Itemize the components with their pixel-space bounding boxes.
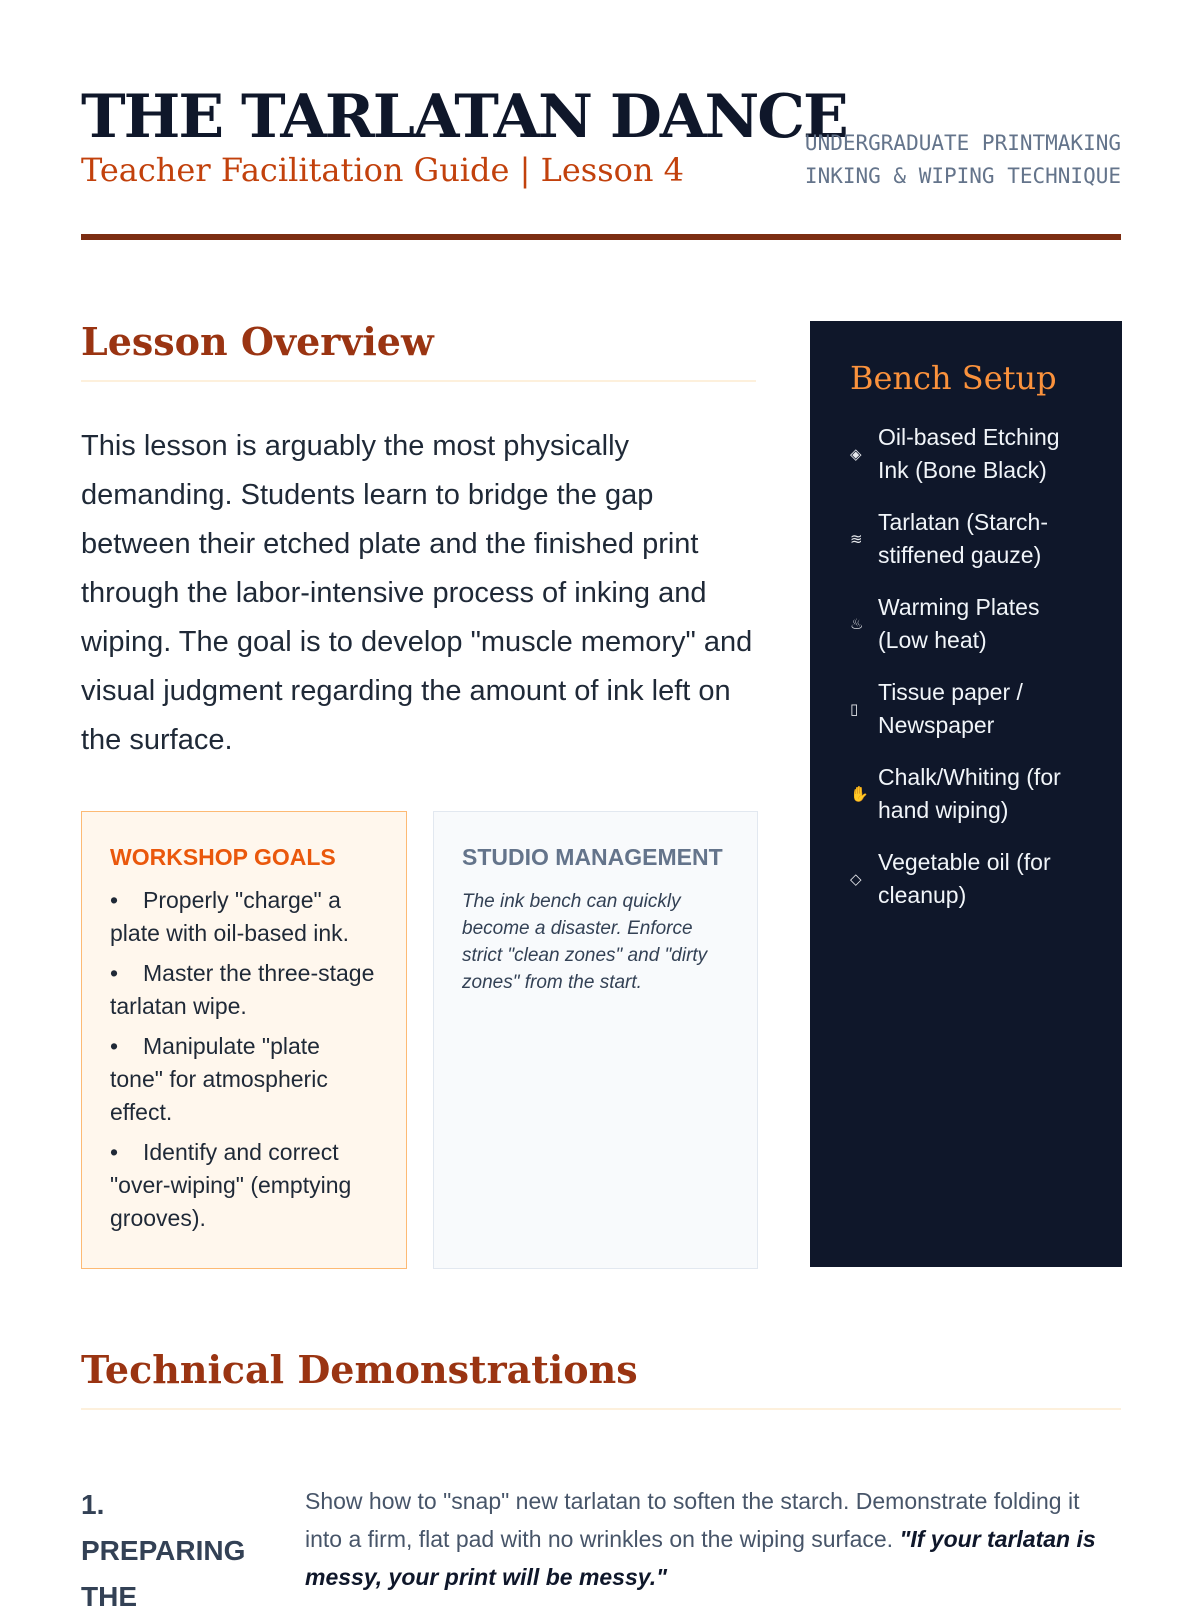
list-item <box>850 591 1092 657</box>
bench-item-label: Tarlatan (Starch-stiffened gauze) <box>878 509 1049 568</box>
list-item <box>850 761 1092 827</box>
goal-text: Identify and correct "over-wiping" (emptying grooves). <box>110 1139 352 1231</box>
info-cards <box>81 811 756 1267</box>
goal-text: Manipulate "plate tone" for atmospheric effect. <box>110 1033 328 1125</box>
card-title: WORKSHOP GOALS <box>110 844 336 870</box>
list-item <box>850 506 1092 572</box>
bench-item-label: Chalk/Whiting (for hand wiping) <box>878 764 1061 823</box>
technical-demonstrations-section <box>81 1346 1121 1410</box>
workshop-goals-card <box>81 811 407 1269</box>
eraser-icon: ◇ <box>850 871 862 888</box>
bench-item-label: Vegetable oil (for cleanup) <box>878 849 1051 908</box>
goal-text: Master the three-stage tarlatan wipe. <box>110 960 375 1019</box>
lesson-overview-section <box>81 318 756 765</box>
ink-drop-icon: ◈ <box>850 446 862 463</box>
course-meta-line: INKING & WIPING TECHNIQUE <box>804 164 1121 188</box>
bench-setup-panel <box>810 321 1122 1267</box>
page-header <box>81 82 1121 189</box>
list-item <box>110 1136 378 1235</box>
goal-text: Properly "charge" a plate with oil-based ink. <box>110 887 350 946</box>
bench-item-label: Oil-based Etching Ink (Bone Black) <box>878 424 1060 483</box>
list-item <box>850 846 1092 912</box>
demo-step-text: Show how to "snap" new tarlatan to soften the starch. Demonstrate folding it into a firm, flat pad with no wrinkles on the wiping surface. <box>305 1488 1080 1552</box>
page-subtitle: Teacher Facilitation Guide | Lesson 4 <box>81 151 685 189</box>
bench-item-label: Warming Plates (Low heat) <box>878 594 1040 653</box>
list-item <box>110 884 378 950</box>
studio-note: The ink bench can quickly become a disaster. Enforce strict "clean zones" and "dirty zones" from the start. <box>462 891 708 993</box>
demo-step-description <box>305 1482 1105 1596</box>
bullet: • <box>110 1139 119 1165</box>
bullet: • <box>110 1033 119 1059</box>
list-item <box>850 676 1092 742</box>
demo-step-quote: "If your tarlatan is messy, your print will be messy." <box>305 1526 1096 1590</box>
list-item <box>110 1030 378 1129</box>
bullet: • <box>110 887 119 913</box>
header-divider <box>81 234 1121 240</box>
demo-step-title: 1. PREPARING THE <box>81 1489 246 1612</box>
goals-list <box>110 884 378 1235</box>
bullet: • <box>110 960 119 986</box>
hand-icon: ✋ <box>850 786 869 803</box>
list-item <box>110 957 378 1023</box>
bench-item-label: Tissue paper / Newspaper <box>878 679 1023 738</box>
course-meta-line: UNDERGRADUATE PRINTMAKING <box>804 131 1121 155</box>
section-heading: Technical Demonstrations <box>81 1346 1121 1410</box>
list-item <box>850 421 1092 487</box>
panel-title: Bench Setup <box>850 359 1057 397</box>
scroll-icon: ▯ <box>850 701 859 718</box>
section-heading: Lesson Overview <box>81 318 756 382</box>
card-title: STUDIO MANAGEMENT <box>462 844 723 870</box>
page-title: THE TARLATAN DANCE <box>81 82 847 152</box>
studio-management-card <box>433 811 758 1269</box>
overview-paragraph: This lesson is arguably the most physically demanding. Students learn to bridge the gap between their etched plate and the finished print through the labor-intensive process of inking and wiping. The goal is to develop "muscle memory" and visual judgment regarding the amount of ink left on the surface. <box>81 430 753 756</box>
course-meta <box>805 127 1121 193</box>
layers-icon: ≋ <box>850 531 863 548</box>
flame-icon: ♨ <box>850 616 864 633</box>
